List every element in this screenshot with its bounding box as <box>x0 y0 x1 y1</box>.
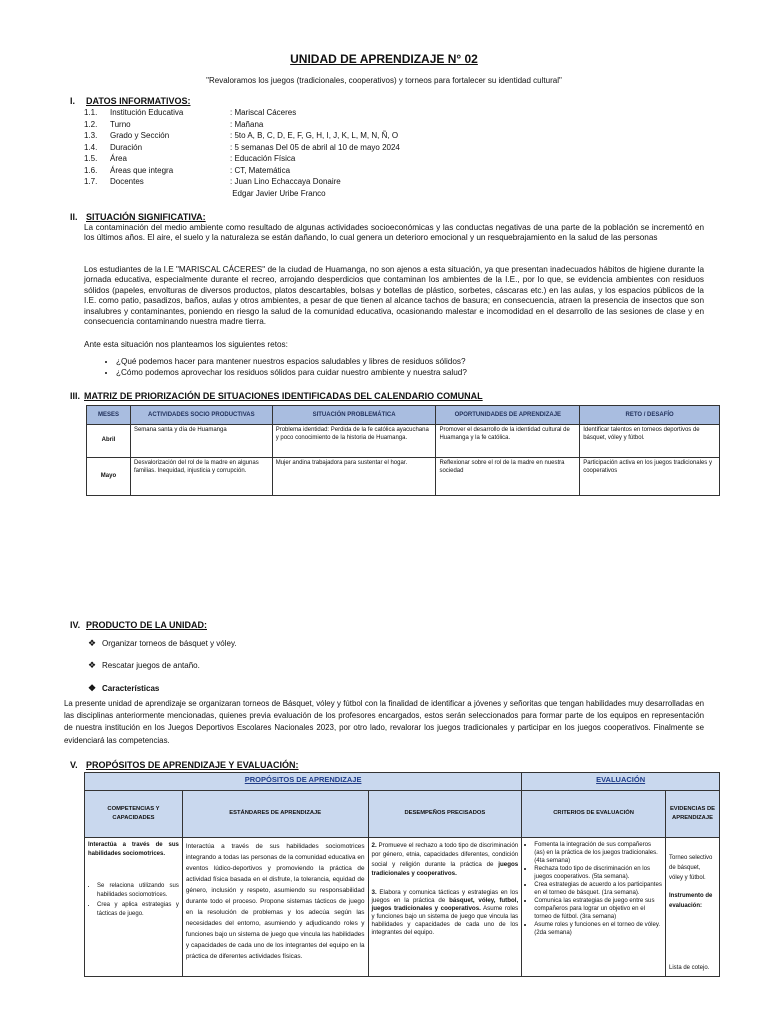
section-3-heading: III. MATRIZ DE PRIORIZACIÓN DE SITUACIONES IDENTIFICADAS DEL CALENDARIO COMUNAL <box>70 391 483 401</box>
table-cell: Reflexionar sobre el rol de la madre en nuestra sociedad <box>436 458 580 496</box>
info-row <box>84 176 341 187</box>
table-cell: Semana santa y día de Huamanga <box>130 425 272 458</box>
table-cell: Desvalorización del rol de la madre en algunas familias. Inequidad, injusticia y corrupción. <box>130 458 272 496</box>
table-header-row <box>85 791 720 838</box>
table-header: RETO / DESAFÍO <box>580 406 720 425</box>
info-row <box>84 107 296 118</box>
info-row-key: Áreas que integra <box>110 165 174 175</box>
info-row-value: : 5 semanas Del 05 de abril al 10 de mayo 2024 <box>230 142 400 152</box>
info-row-value: : CT, Matemática <box>230 165 291 175</box>
table-row <box>85 838 720 977</box>
group-header-purposes: PROPÓSITOS DE APRENDIZAJE <box>85 773 522 791</box>
diamond-bullet-icon: ❖ <box>88 638 97 648</box>
challenges-list <box>96 356 716 378</box>
competency-title: Interactúa a través de sus habilidades sociomotrices. <box>88 842 179 858</box>
table-header: CRITERIOS DE EVALUACIÓN <box>522 791 666 838</box>
challenges-intro: Ante esta situación nos planteamos los siguientes retos: <box>84 340 288 349</box>
table-header: ESTÁNDARES DE APRENDIZAJE <box>182 791 368 838</box>
table-cell: Problema identidad: Perdida de la fe católica ayacuchana y poco conocimiento de la historia de Huamanga. <box>272 425 436 458</box>
capacity-item: • Crea y aplica estrategias y tácticas de juego. <box>97 901 179 920</box>
info-row-number: 1.3. <box>84 131 98 140</box>
criterion-item: • Fomenta la integración de sus compañeros (as) en la práctica de los juegos tradicionales. (4ta semana) <box>534 841 662 865</box>
instrument-value: Lista de cotejo. <box>668 965 710 971</box>
performance-item: 3. Elabora y comunica tácticas y estrategias en los juegos en la práctica de básquet, vóley, futbol, juegos tradicionales y cooperativos. Asume roles y funciones bajo un sistema de juego que vincula las habilidades y capacidades de cada uno de los integrantes del equipo. <box>371 888 519 936</box>
product-description: La presente unidad de aprendizaje se organizaran torneos de Básquet, vóley y fútbol con la finalidad de identificar a jóvenes y señoritas que tengan habilidades muy desarrolladas en las disciplinas anteriormente mencionadas, quienes previa evaluación de los profesores encargados, estos serán seleccionados para formar parte de los equipos en representación de nuestra institución en los Juegos Deportivos Escolares Nacionales 2023, por otro lado, revalorar los juegos tradicionales y participar en los juegos cooperativos. Finalmente se evidenciará las competencias. <box>64 699 704 745</box>
product-item: ❖ Organizar torneos de básquet y vóley. <box>88 638 237 648</box>
info-row-value: : Educación Física <box>230 154 296 163</box>
group-header-evaluation: EVALUACIÓN <box>522 773 720 791</box>
challenge-item: • ¿Cómo podemos aprovechar los residuos sólidos para cuidar nuestro ambiente y nuestra salud? <box>116 367 716 378</box>
info-row-key: Duración <box>110 142 143 152</box>
diamond-bullet-icon: ❖ <box>88 683 97 693</box>
info-row-value: : Mariscal Cáceres <box>230 108 297 117</box>
section-5-heading: V. PROPÓSITOS DE APRENDIZAJE Y EVALUACIÓN: <box>70 760 299 770</box>
product-item: ❖ Características <box>88 683 160 693</box>
section-1-heading: I. DATOS INFORMATIVOS: <box>70 96 191 106</box>
capacity-item: • Se relaciona utilizando sus habilidades sociomotrices. <box>97 882 179 901</box>
criteria-list <box>525 841 662 937</box>
criterion-item: • Comunica las estrategias de juego entre sus compañeros para lograr un objetivo en el torneo de fútbol. (3ra semana) <box>534 897 662 921</box>
capacities-list <box>88 882 179 920</box>
info-row <box>84 130 398 141</box>
criterion-item: • Crea estrategias de acuerdo a los participantes en el torneo de básquet. (1ra semana). <box>534 881 662 897</box>
evidence-text: Torneo selectivo de básquet, vóley y fútbol. <box>668 855 713 881</box>
info-row-key: Institución Educativa <box>110 108 184 117</box>
priority-matrix-table <box>86 405 720 496</box>
table-header-row <box>87 406 720 425</box>
info-row-key: Grado y Sección <box>110 131 170 140</box>
page-title: UNIDAD DE APRENDIZAJE N° 02 <box>290 52 478 66</box>
info-row-number: 1.4. <box>84 142 98 152</box>
info-row-number: 1.5. <box>84 154 98 163</box>
section-4-heading: IV. PRODUCTO DE LA UNIDAD: <box>70 620 207 630</box>
table-row <box>87 458 720 496</box>
info-row-number: 1.2. <box>84 119 98 129</box>
purposes-evaluation-table <box>84 772 720 977</box>
page-subtitle: "Revaloramos los juegos (tradicionales, cooperativos) y torneos para fortalecer su identidad cultural" <box>206 76 562 85</box>
info-row <box>84 188 326 199</box>
info-row-number: 1.1. <box>84 108 98 117</box>
competencies-cell <box>85 838 183 977</box>
criterion-item: • Rechaza todo tipo de discriminación en los juegos cooperativos. (5ta semana). <box>534 865 662 881</box>
challenge-item: • ¿Qué podemos hacer para mantener nuestros espacios saludables y libres de residuos sólidos? <box>116 356 716 367</box>
section-2-heading: II. SITUACIÓN SIGNIFICATIVA: <box>70 212 206 222</box>
info-row-value: : Mañana <box>230 119 264 129</box>
table-cell: Abril <box>87 425 131 458</box>
table-header: ACTIVIDADES SOCIO PRODUCTIVAS <box>130 406 272 425</box>
situation-paragraph-1: La contaminación del medio ambiente como resultado de algunas actividades socioeconómicas y las conductas negativas de una parte de la población se incrementó en los últimos años. El aire, el suelo y la naturaleza se están dañando, lo cual genera un deterioro emocional y un resquebrajamiento en la salud de las personas <box>84 223 704 243</box>
standard-cell: Interactúa a través de sus habilidades sociomotrices integrando a todas las personas de la comunidad educativa en eventos lúdico-deportivos y promoviendo la práctica de actividad física basada en el disfrute, la tolerancia, equidad de género, inclusión y respeto, asumiendo su responsabilidad durante todo el proceso. Propone sistemas tácticos de juego en la resolución de problemas y los adecúa según las necesidades del entorno, asumiendo y adjudicando roles y funciones bajo un sistema de juego que vincula las habilidades y capacidades de cada uno de los integrantes del equipo en la práctica de diferentes actividades físicas. <box>182 838 368 977</box>
situation-paragraph-2: Los estudiantes de la I.E "MARISCAL CÁCERES" de la ciudad de Huamanga, no son ajenos a esta situación, ya que presentan inadecuados hábitos de higiene durante la jornada educativa, especialmente durante el recreo, arrojando desperdicios que contaminan los ambientes de la I.E., por lo que, se evidencia ambientes con residuos sólidos (papeles, envolturas de diversos productos, platos descartables, bolsas y botellas de plástico, sorbetes, cáscaras etc.) en las aulas, y los espacios públicos de la I.E. como patio, pasadizos, baños, aulas y otros ambientes, a pesar de que tienen al alcance tachos de basura; en consecuencia, atraen la presencia de insectos que son insalubres y contaminantes, poniendo en riesgo la salud de la comunidad educativa, ocasionando malestar e incomodidad en el desarrollo de las sesiones de clase y en consecuencia contaminando nuestra madre tierra. <box>84 265 704 327</box>
info-row-number: 1.7. <box>84 177 98 186</box>
info-row-key: Docentes <box>110 177 144 186</box>
info-row <box>84 119 263 130</box>
table-header: MESES <box>87 406 131 425</box>
info-row <box>84 142 400 153</box>
info-row <box>84 153 295 164</box>
info-row-number: 1.6. <box>84 165 98 175</box>
info-row <box>84 165 290 176</box>
info-row-key: Turno <box>110 119 131 129</box>
table-header: EVIDENCIAS DE APRENDIZAJE <box>665 791 719 838</box>
instrument-label: Instrumento de evaluación: <box>668 893 713 909</box>
table-cell: Participación activa en los juegos tradicionales y cooperativos <box>580 458 720 496</box>
table-header: COMPETENCIAS Y CAPACIDADES <box>85 791 183 838</box>
table-cell: Mayo <box>87 458 131 496</box>
info-row-key: Área <box>110 154 127 163</box>
criterion-item: • Asume roles y funciones en el torneo de vóley. (2da semana) <box>534 921 662 937</box>
info-row-value: Edgar Javier Uribe Franco <box>230 188 326 198</box>
table-group-header-row <box>85 773 720 791</box>
table-header: OPORTUNIDADES DE APRENDIZAJE <box>436 406 580 425</box>
performances-cell <box>368 838 522 977</box>
criteria-cell <box>522 838 666 977</box>
info-row-value: : Juan Lino Echaccaya Donaire <box>230 177 341 186</box>
diamond-bullet-icon: ❖ <box>88 660 97 670</box>
table-header: DESEMPEÑOS PRECISADOS <box>368 791 522 838</box>
evidence-cell <box>665 838 719 977</box>
performance-item: 2. Promueve el rechazo a todo tipo de discriminación por género, etnia, capacidades diferentes, condición social y religión durante la práctica de juegos tradicionales y cooperativos. <box>371 842 519 878</box>
table-cell: Mujer andina trabajadora para sustentar el hogar. <box>272 458 436 496</box>
table-cell: Promover el desarrollo de la identidad cultural de Huamanga y la fe católica. <box>436 425 580 458</box>
table-header: SITUACIÓN PROBLEMÁTICA <box>272 406 436 425</box>
table-cell: Identificar talentos en torneos deportivos de básquet, vóley y fútbol. <box>580 425 720 458</box>
info-row-value: : 5to A, B, C, D, E, F, G, H, I, J, K, L, M, N, Ñ, O <box>230 131 399 140</box>
table-row <box>87 425 720 458</box>
product-item: ❖ Rescatar juegos de antaño. <box>88 660 200 670</box>
